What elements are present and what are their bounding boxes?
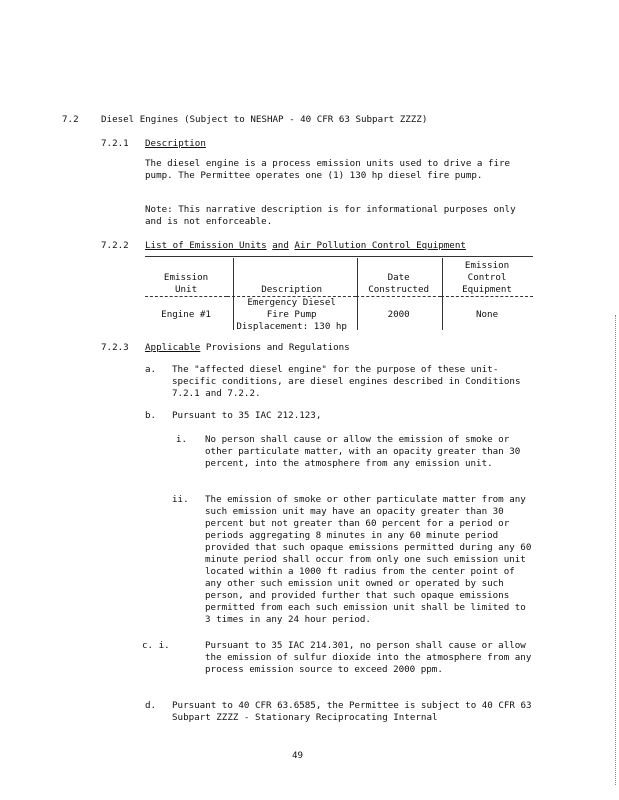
cell-unit: Engine #1: [161, 309, 211, 320]
column-header-date: [356, 258, 441, 297]
section-title: Diesel Engines (Subject to NESHAP - 40 CFR 63 Subpart ZZZZ): [101, 114, 428, 125]
heading-part: Air Pollution Control Equipment: [294, 240, 466, 251]
heading-part: Provisions and Regulations: [205, 342, 350, 353]
item-b-i-text: No person shall cause or allow the emission of smoke or other particulate matter, with an opacity greater than 30 percent, into the atmosphere from any emission unit.: [205, 434, 521, 469]
item-a-text: The "affected diesel engine" for the purpose of these unit-specific conditions, are diesel engines described in Conditions 7.2.1 and 7.2.2.: [172, 364, 521, 399]
heading-part: List of Emission Units: [145, 240, 267, 251]
item-d-text: Pursuant to 40 CFR 63.6585, the Permittee is subject to 40 CFR 63 Subpart ZZZZ - Stationary Reciprocating Internal: [172, 700, 532, 723]
item-b-text: Pursuant to 35 IAC 212.123,: [172, 410, 322, 421]
item-label: ii.: [172, 494, 189, 505]
header-line: Constructed: [368, 284, 430, 295]
cell-control: None: [475, 309, 499, 320]
item-label: d.: [145, 700, 157, 711]
column-header-control: [441, 258, 533, 297]
header-line: Control: [467, 272, 507, 283]
header-line: Description: [261, 284, 323, 295]
subsection-heading: Description: [145, 138, 206, 149]
item-label: c. i.: [142, 640, 170, 651]
subsection-heading: [145, 240, 466, 252]
page-number: 49: [292, 750, 304, 761]
table-column-divider: [357, 258, 358, 330]
description-line: Fire Pump: [266, 309, 317, 320]
header-line: Emission: [163, 272, 209, 283]
item-c-text: Pursuant to 35 IAC 214.301, no person shall cause or allow the emission of sulfur dioxide into the atmosphere from any process emission source to exceed 2000 ppm.: [205, 640, 532, 675]
heading-conjunction: and: [272, 240, 289, 251]
column-header-description: [227, 258, 356, 297]
subsection-number: 7.2.2: [101, 240, 129, 251]
description-paragraph: The diesel engine is a process emission units used to drive a fire pump. The Permittee operates one (1) 130 hp diesel fire pump.: [145, 158, 511, 181]
cell-description: [227, 297, 356, 334]
item-label: i.: [176, 434, 188, 445]
description-line: Displacement: 130 hp: [236, 321, 347, 332]
cell-date: 2000: [387, 309, 410, 320]
item-b-ii-text: The emission of smoke or other particulate matter from any such emission unit may have an opacity greater than 30 percent but not greater than 60 percent for a period or periods aggregating 8 minutes in any 60 minute period provided that such opaque emissions permitted during any 60 minute period shall occur from only one such emission unit located within a 1000 ft radius from the center point of any other such emission unit owned or operated by such person, and provided further that such opaque emissions permitted from each such emission unit shall be limited to 3 times in any 24 hour period.: [205, 494, 532, 625]
emission-units-table: [145, 258, 533, 333]
header-line: Emission: [464, 260, 510, 271]
description-line: Emergency Diesel: [247, 297, 336, 308]
header-line: Equipment: [462, 284, 512, 295]
subsection-number: 7.2.3: [101, 342, 129, 353]
table-row: [145, 297, 533, 334]
header-line: Unit: [174, 284, 198, 295]
section-number: 7.2: [62, 114, 79, 125]
table-top-rule: [145, 256, 533, 257]
scan-edge-artifact: [615, 315, 616, 785]
subsection-number: 7.2.1: [101, 138, 129, 149]
subsection-heading: [145, 342, 350, 354]
heading-part: Applicable: [145, 342, 201, 353]
column-header-unit: [145, 258, 227, 297]
header-line: Date: [387, 272, 410, 283]
item-label: a.: [145, 364, 157, 375]
table-column-divider: [233, 258, 234, 330]
informational-note: Note: This narrative description is for informational purposes only and is not enforceable.: [145, 204, 516, 227]
table-column-divider: [442, 258, 443, 330]
item-label: b.: [145, 410, 157, 421]
